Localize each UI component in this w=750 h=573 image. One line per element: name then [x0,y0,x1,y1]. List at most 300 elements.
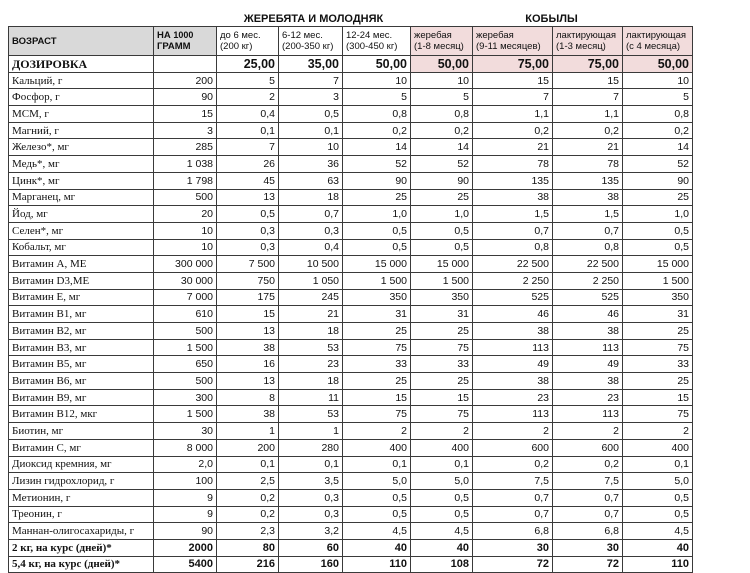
value-cell: 25 [411,323,473,340]
value-cell: 200 [217,439,279,456]
value-cell: 50,00 [623,56,693,73]
value-cell: 525 [553,289,623,306]
value-cell: 7 [217,139,279,156]
value-cell: 90 [343,172,411,189]
value-cell: 38 [473,373,553,390]
value-cell: 3,2 [279,523,343,540]
row-label: Витамин А, МЕ [9,256,154,273]
value-cell: 1,5 [553,206,623,223]
value-cell: 53 [279,406,343,423]
value-cell: 53 [279,339,343,356]
value-cell: 10 [343,72,411,89]
nutrient-row [9,373,693,390]
value-cell: 0,2 [217,506,279,523]
value-cell: 25,00 [217,56,279,73]
value-cell: 135 [473,172,553,189]
value-cell: 11 [279,389,343,406]
row-label: Фосфор, г [9,89,154,106]
value-cell: 75 [411,406,473,423]
value-cell: 14 [411,139,473,156]
row-label: Кальций, г [9,72,154,89]
value-cell: 0,7 [279,206,343,223]
value-cell: 21 [553,139,623,156]
nutrient-row [9,89,693,106]
value-cell: 15 [473,72,553,89]
per-1000-cell: 285 [154,139,217,156]
value-cell: 38 [553,373,623,390]
value-cell: 14 [343,139,411,156]
col-header-lactating-1-3: лактирующая (1-3 месяц) [553,27,623,56]
per-1000-cell: 9 [154,489,217,506]
per-1000-cell: 1 500 [154,339,217,356]
value-cell: 5 [217,72,279,89]
value-cell: 13 [217,373,279,390]
row-label: Диоксид кремния, мг [9,456,154,473]
value-cell: 38 [473,189,553,206]
value-cell: 21 [473,139,553,156]
value-cell: 0,5 [411,506,473,523]
value-cell: 0,5 [623,506,693,523]
value-cell: 23 [553,389,623,406]
value-cell: 25 [343,189,411,206]
row-label: Цинк*, мг [9,172,154,189]
value-cell: 110 [623,556,693,573]
value-cell: 0,5 [623,489,693,506]
row-label: Витамин В3, мг [9,339,154,356]
value-cell: 5 [623,89,693,106]
value-cell: 0,5 [623,222,693,239]
col-header-lactating-4: лактирующая (с 4 месяца) [623,27,693,56]
value-cell: 216 [217,556,279,573]
value-cell: 26 [217,156,279,173]
value-cell: 50,00 [343,56,411,73]
value-cell: 2 [343,423,411,440]
value-cell: 2 250 [553,272,623,289]
value-cell: 21 [279,306,343,323]
nutrient-row [9,456,693,473]
nutrient-row [9,289,693,306]
per-1000-cell: 30 [154,423,217,440]
value-cell: 75,00 [473,56,553,73]
value-cell: 1 050 [279,272,343,289]
value-cell: 1 500 [411,272,473,289]
value-cell: 0,1 [279,456,343,473]
value-cell: 50,00 [411,56,473,73]
value-cell: 46 [553,306,623,323]
value-cell: 14 [623,139,693,156]
value-cell: 6,8 [553,523,623,540]
value-cell: 52 [411,156,473,173]
value-cell: 0,2 [343,122,411,139]
nutrient-row [9,222,693,239]
value-cell: 15 [343,389,411,406]
row-label: Витамин В1, мг [9,306,154,323]
row-label: Железо*, мг [9,139,154,156]
nutrient-row [9,389,693,406]
nutrient-row [9,339,693,356]
per-1000-cell: 1 500 [154,406,217,423]
value-cell: 18 [279,373,343,390]
value-cell: 49 [473,356,553,373]
value-cell: 0,5 [279,106,343,123]
per-1000-cell: 650 [154,356,217,373]
value-cell: 0,1 [279,122,343,139]
value-cell: 15 000 [411,256,473,273]
group-header-row [9,12,693,27]
value-cell: 78 [553,156,623,173]
dosage-table-sheet [8,12,693,573]
value-cell: 1,1 [473,106,553,123]
value-cell: 3 [279,89,343,106]
nutrient-row [9,506,693,523]
value-cell: 400 [411,439,473,456]
nutrient-row [9,72,693,89]
nutrient-row [9,489,693,506]
row-label: Витамин В9, мг [9,389,154,406]
value-cell: 0,3 [217,239,279,256]
value-cell: 350 [343,289,411,306]
value-cell: 1 [279,423,343,440]
value-cell: 1 [217,423,279,440]
value-cell: 0,4 [217,106,279,123]
value-cell: 75 [411,339,473,356]
row-label: Селен*, мг [9,222,154,239]
per-1000-cell: 100 [154,473,217,490]
value-cell: 7,5 [553,473,623,490]
value-cell: 25 [623,189,693,206]
value-cell: 7 500 [217,256,279,273]
value-cell: 0,7 [553,489,623,506]
value-cell: 0,1 [623,456,693,473]
value-cell: 0,7 [553,222,623,239]
per-1000-cell: 300 000 [154,256,217,273]
value-cell: 108 [411,556,473,573]
value-cell: 0,5 [411,239,473,256]
value-cell: 0,8 [343,106,411,123]
dosage-table [8,12,693,573]
value-cell: 22 500 [473,256,553,273]
row-label: Биотин, мг [9,423,154,440]
row-label: Марганец, мг [9,189,154,206]
value-cell: 4,5 [623,523,693,540]
value-cell: 0,2 [623,122,693,139]
col-header-foal-6-12: 6-12 мес. (200-350 кг) [279,27,343,56]
nutrient-row [9,439,693,456]
value-cell: 30 [553,539,623,556]
value-cell: 25 [343,373,411,390]
value-cell: 2 [473,423,553,440]
row-label: Витамин В5, мг [9,356,154,373]
nutrient-row [9,406,693,423]
value-cell: 15 [217,306,279,323]
nutrient-row [9,156,693,173]
value-cell: 400 [343,439,411,456]
value-cell: 75 [343,339,411,356]
nutrient-row [9,323,693,340]
nutrient-row [9,206,693,223]
col-header-foal-0-6: до 6 мес. (200 кг) [217,27,279,56]
row-label: Треонин, г [9,506,154,523]
nutrient-row [9,306,693,323]
nutrient-row [9,239,693,256]
value-cell: 0,2 [553,122,623,139]
value-cell: 600 [553,439,623,456]
per-1000-cell: 90 [154,89,217,106]
value-cell: 31 [623,306,693,323]
value-cell: 33 [411,356,473,373]
per-1000-cell: 15 [154,106,217,123]
value-cell: 36 [279,156,343,173]
value-cell: 0,1 [217,122,279,139]
value-cell: 25 [411,373,473,390]
value-cell: 30 [473,539,553,556]
nutrient-row [9,256,693,273]
value-cell: 350 [623,289,693,306]
value-cell: 15 000 [623,256,693,273]
course-total-row [9,539,693,556]
value-cell: 10 [411,72,473,89]
per-1000-cell: 500 [154,323,217,340]
value-cell: 38 [553,323,623,340]
value-cell: 31 [343,306,411,323]
row-label: Медь*, мг [9,156,154,173]
value-cell: 31 [411,306,473,323]
value-cell: 2,3 [217,523,279,540]
value-cell: 0,3 [217,222,279,239]
value-cell: 160 [279,556,343,573]
nutrient-row [9,356,693,373]
nutrient-row [9,106,693,123]
value-cell: 7 [279,72,343,89]
age-header: ВОЗРАСТ [9,27,154,56]
value-cell: 72 [553,556,623,573]
nutrient-row [9,473,693,490]
value-cell: 10 [623,72,693,89]
value-cell: 0,3 [279,489,343,506]
value-cell: 38 [217,339,279,356]
value-cell: 525 [473,289,553,306]
value-cell: 45 [217,172,279,189]
value-cell: 0,2 [473,122,553,139]
col-header-pregnant-9-11: жеребая (9-11 месяцев) [473,27,553,56]
value-cell: 113 [553,406,623,423]
value-cell: 5,0 [623,473,693,490]
row-label: Витамин В6, мг [9,373,154,390]
value-cell: 7 [553,89,623,106]
value-cell: 80 [217,539,279,556]
value-cell: 0,5 [411,222,473,239]
value-cell: 0,2 [473,456,553,473]
value-cell: 1,0 [343,206,411,223]
value-cell: 2 250 [473,272,553,289]
value-cell: 75 [343,406,411,423]
value-cell: 33 [623,356,693,373]
value-cell: 75 [623,406,693,423]
nutrient-row [9,423,693,440]
value-cell: 0,8 [623,106,693,123]
value-cell: 2 [411,423,473,440]
value-cell: 18 [279,323,343,340]
row-label: Магний, г [9,122,154,139]
value-cell: 25 [623,323,693,340]
value-cell: 2,5 [217,473,279,490]
value-cell: 38 [473,323,553,340]
per-1000-cell: 200 [154,72,217,89]
per-1000-cell: 1 038 [154,156,217,173]
value-cell: 18 [279,189,343,206]
value-cell: 90 [411,172,473,189]
value-cell: 33 [343,356,411,373]
value-cell: 13 [217,189,279,206]
value-cell: 0,7 [473,222,553,239]
value-cell: 5,0 [343,473,411,490]
per-1000-cell: 30 000 [154,272,217,289]
value-cell: 0,3 [279,222,343,239]
column-header-row [9,27,693,56]
value-cell: 40 [343,539,411,556]
nutrient-row [9,172,693,189]
per-1000-cell: 3 [154,122,217,139]
value-cell: 113 [553,339,623,356]
per-1000-cell: 20 [154,206,217,223]
row-label: Йод, мг [9,206,154,223]
value-cell: 0,2 [217,489,279,506]
group-mares-header: КОБЫЛЫ [411,12,693,27]
value-cell: 5 [343,89,411,106]
row-label: 2 кг, на курс (дней)* [9,539,154,556]
value-cell: 10 500 [279,256,343,273]
per-1000-cell [154,56,217,73]
value-cell: 113 [473,339,553,356]
per-1000-cell: 2,0 [154,456,217,473]
value-cell: 135 [553,172,623,189]
value-cell: 5,0 [411,473,473,490]
value-cell: 1,0 [411,206,473,223]
per-1000-cell: 2000 [154,539,217,556]
value-cell: 4,5 [343,523,411,540]
value-cell: 600 [473,439,553,456]
value-cell: 2 [623,423,693,440]
value-cell: 0,7 [473,506,553,523]
value-cell: 15 000 [343,256,411,273]
value-cell: 35,00 [279,56,343,73]
col-header-pregnant-1-8: жеребая (1-8 месяц) [411,27,473,56]
per-1000-cell: 10 [154,239,217,256]
row-label: 5,4 кг, на курс (дней)* [9,556,154,573]
value-cell: 0,5 [343,239,411,256]
per-1000-cell: 300 [154,389,217,406]
row-label: Лизин гидрохлорид, г [9,473,154,490]
value-cell: 0,5 [217,206,279,223]
value-cell: 15 [411,389,473,406]
value-cell: 23 [279,356,343,373]
row-label: Витамин Е, мг [9,289,154,306]
value-cell: 0,2 [411,122,473,139]
value-cell: 0,5 [411,489,473,506]
value-cell: 52 [343,156,411,173]
per-1000-cell: 8 000 [154,439,217,456]
value-cell: 175 [217,289,279,306]
row-label: Витамин В12, мкг [9,406,154,423]
value-cell: 0,5 [343,222,411,239]
value-cell: 75 [623,339,693,356]
value-cell: 0,5 [623,239,693,256]
row-label: МСМ, г [9,106,154,123]
value-cell: 40 [623,539,693,556]
value-cell: 49 [553,356,623,373]
value-cell: 1 500 [623,272,693,289]
row-label: Метионин, г [9,489,154,506]
value-cell: 0,8 [473,239,553,256]
value-cell: 0,4 [279,239,343,256]
value-cell: 1,5 [473,206,553,223]
row-label: Витамин С, мг [9,439,154,456]
value-cell: 0,8 [411,106,473,123]
value-cell: 0,7 [473,489,553,506]
value-cell: 750 [217,272,279,289]
value-cell: 23 [473,389,553,406]
value-cell: 0,5 [343,506,411,523]
value-cell: 10 [279,139,343,156]
value-cell: 78 [473,156,553,173]
value-cell: 0,2 [553,456,623,473]
row-label: Витамин В2, мг [9,323,154,340]
value-cell: 0,1 [217,456,279,473]
course-total-row [9,556,693,573]
per-1000-cell: 5400 [154,556,217,573]
value-cell: 13 [217,323,279,340]
per-1000-cell: 500 [154,189,217,206]
value-cell: 0,5 [343,489,411,506]
value-cell: 0,1 [343,456,411,473]
value-cell: 350 [411,289,473,306]
value-cell: 63 [279,172,343,189]
value-cell: 5 [411,89,473,106]
per-1000-cell: 9 [154,506,217,523]
value-cell: 25 [343,323,411,340]
value-cell: 110 [343,556,411,573]
value-cell: 0,8 [553,239,623,256]
value-cell: 1,1 [553,106,623,123]
value-cell: 1 500 [343,272,411,289]
value-cell: 40 [411,539,473,556]
row-label: ДОЗИРОВКА [9,56,154,73]
value-cell: 25 [411,189,473,206]
value-cell: 0,7 [553,506,623,523]
per-1000-cell: 90 [154,523,217,540]
value-cell: 90 [623,172,693,189]
per-1000-cell: 500 [154,373,217,390]
value-cell: 38 [217,406,279,423]
value-cell: 280 [279,439,343,456]
value-cell: 8 [217,389,279,406]
value-cell: 0,3 [279,506,343,523]
nutrient-row [9,272,693,289]
value-cell: 400 [623,439,693,456]
value-cell: 15 [623,389,693,406]
value-cell: 113 [473,406,553,423]
per-1000-cell: 10 [154,222,217,239]
value-cell: 1,0 [623,206,693,223]
nutrient-row [9,139,693,156]
group-foals-header: ЖЕРЕБЯТА И МОЛОДНЯК [217,12,411,27]
value-cell: 25 [623,373,693,390]
dosage-row [9,56,693,73]
per-1000-cell: 610 [154,306,217,323]
value-cell: 245 [279,289,343,306]
row-label: Маннан-олигосахариды, г [9,523,154,540]
value-cell: 7,5 [473,473,553,490]
